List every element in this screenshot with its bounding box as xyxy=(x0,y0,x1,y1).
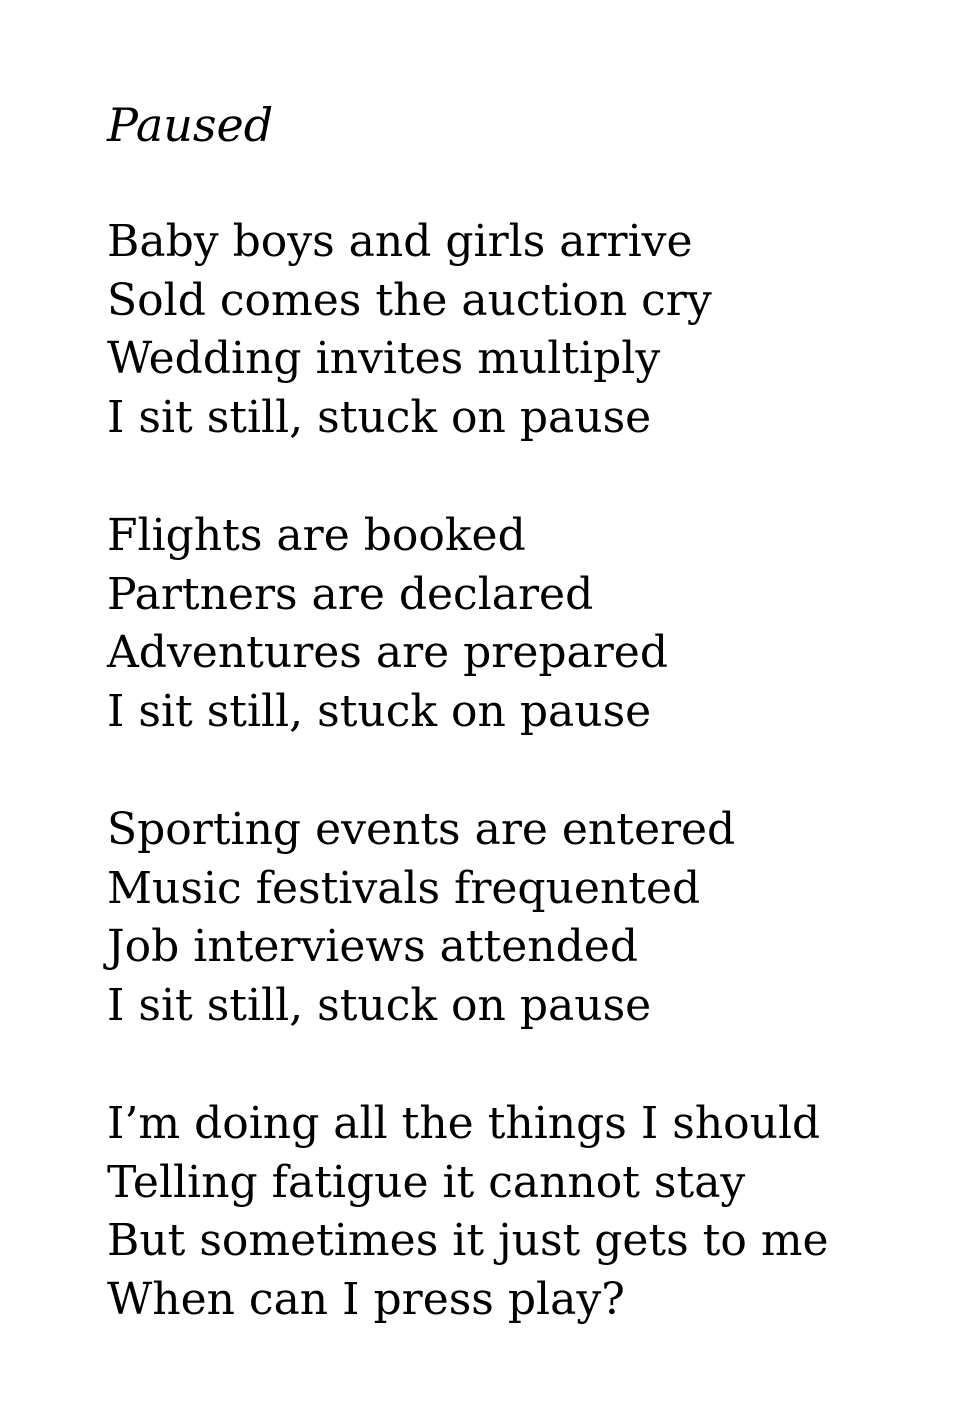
poem-title: Paused xyxy=(107,98,274,152)
stanza-4 xyxy=(107,1095,927,1329)
poem-line: Music festivals frequented xyxy=(107,862,701,914)
poem-line: I sit still, stuck on pause xyxy=(107,391,652,443)
poem-line: Telling fatigue it cannot stay xyxy=(107,1156,746,1208)
poem-line: Baby boys and girls arrive xyxy=(107,216,693,267)
poem-line: Job interviews attended xyxy=(107,921,638,972)
poem-line: But sometimes it just gets to me xyxy=(107,1215,829,1266)
poem xyxy=(107,96,927,1329)
poem-line: I’m doing all the things I should xyxy=(107,1098,821,1149)
poem-line: When can I press play? xyxy=(107,1273,625,1325)
poem-line: Sporting events are entered xyxy=(107,804,736,855)
poem-line: Partners are declared xyxy=(107,568,594,620)
poem-line: Wedding invites multiply xyxy=(107,333,661,384)
poem-line: Adventures are prepared xyxy=(107,627,668,678)
poem-line: I sit still, stuck on pause xyxy=(107,979,652,1031)
stanza-3 xyxy=(107,801,927,1035)
poem-line: Flights are booked xyxy=(107,510,526,561)
poem-line: I sit still, stuck on pause xyxy=(107,685,652,737)
poem-line: Sold comes the auction cry xyxy=(107,274,712,326)
stanza-1 xyxy=(107,213,927,447)
stanza-2 xyxy=(107,507,927,741)
